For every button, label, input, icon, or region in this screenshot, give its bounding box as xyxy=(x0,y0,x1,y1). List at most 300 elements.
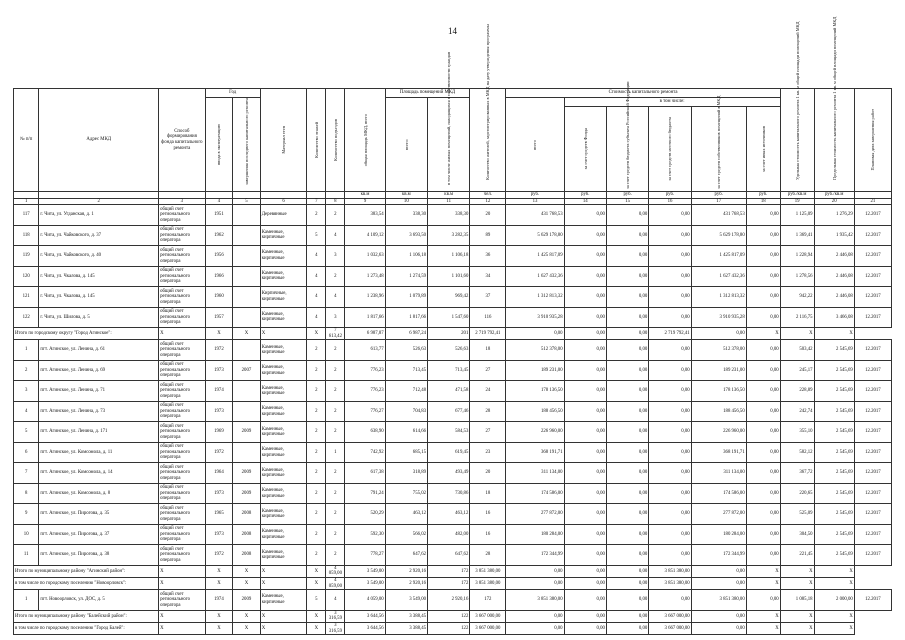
table-cell: 2 xyxy=(326,504,345,525)
column-number-cell: 11 xyxy=(428,198,470,205)
header-entrances: Количество подъездов xyxy=(332,119,338,161)
table-cell: 1 276,29 xyxy=(814,205,854,226)
table-cell: пгт. Агинское, ул. Ленина, д. 61 xyxy=(39,340,159,361)
table-cell: Каменные, кирпичные xyxy=(260,381,307,402)
table-cell: 28 xyxy=(470,545,506,566)
table-cell: 0,00 xyxy=(691,610,746,622)
table-cell: X xyxy=(205,610,233,622)
table-cell: 1973 xyxy=(205,401,233,422)
table-cell xyxy=(233,266,261,287)
unit-cell: руб. xyxy=(564,192,606,199)
table-cell: 0,00 xyxy=(506,622,564,634)
table-cell: 0,00 xyxy=(606,328,648,340)
header-walls: Материал стен xyxy=(281,126,287,154)
table-cell: 338,30 xyxy=(385,205,427,226)
table-cell: 1 274,59 xyxy=(385,266,427,287)
table-cell: 0,00 xyxy=(649,340,691,361)
table-cell: 12.2017 xyxy=(854,205,891,226)
table-cell: 1957 xyxy=(205,307,233,328)
table-cell: 1974 xyxy=(205,381,233,402)
table-cell: 2 xyxy=(307,205,326,226)
table-cell: 0,00 xyxy=(564,287,606,308)
table-cell: общий счет регионального оператора xyxy=(159,340,206,361)
table-cell: 0,00 xyxy=(746,401,780,422)
table-cell: 189 231,00 xyxy=(506,360,564,381)
column-number-cell: 6 xyxy=(260,198,307,205)
table-cell: 12.2017 xyxy=(854,360,891,381)
unit-cell: руб. xyxy=(606,192,648,199)
header-cost-total-cell xyxy=(506,98,564,192)
table-cell: 2 xyxy=(307,422,326,443)
table-cell: 0,00 xyxy=(564,205,606,226)
table-cell: пгт. Новоорловск, ул. ДОС, д. 5 xyxy=(39,590,159,611)
table-cell: 338,30 xyxy=(428,205,470,226)
table-cell: 0,00 xyxy=(606,545,648,566)
table-cell: 0,00 xyxy=(746,246,780,267)
table-cell: 172 xyxy=(428,578,470,590)
table-cell: общий счет регионального оператора xyxy=(159,266,206,287)
table-cell: X xyxy=(746,565,780,577)
unit-cell: руб./кв.м xyxy=(780,192,814,199)
table-cell: 3 851 380,00 xyxy=(649,565,691,577)
table-cell: 2 xyxy=(326,360,345,381)
table-cell: 0,00 xyxy=(606,381,648,402)
table-cell: 3 644,56 xyxy=(345,610,385,622)
subtotal-label: в том числе по городскому поселению "Город Балей": xyxy=(14,622,159,634)
table-cell: Каменные, кирпичные xyxy=(260,307,307,328)
table-cell: г. Чита, ул. Чайковского, д. 37 xyxy=(39,225,159,246)
table-cell: 4 xyxy=(14,401,39,422)
table-cell: пгт. Агинское, ул. Ленина, д. 73 xyxy=(39,401,159,422)
table-cell: 5 xyxy=(307,225,326,246)
unit-cell xyxy=(233,192,261,199)
table-cell: 20 xyxy=(470,463,506,484)
unit-cell xyxy=(326,192,345,199)
table-cell: 11 xyxy=(14,545,39,566)
table-cell: 503,42 xyxy=(780,340,814,361)
table-cell: 776,23 xyxy=(345,381,385,402)
table-cell: 1972 xyxy=(205,340,233,361)
header-cost-fund-cell xyxy=(564,107,606,192)
table-cell: 0,00 xyxy=(691,565,746,577)
table-cell: пгт. Агинское, ул. Комсомола, д. 14 xyxy=(39,463,159,484)
table-cell xyxy=(233,246,261,267)
table-cell: 1964 xyxy=(205,463,233,484)
table-cell: 3 388,45 xyxy=(385,622,427,634)
table-cell: 2 xyxy=(307,504,326,525)
table-row xyxy=(14,381,892,402)
table-cell: 7 613,42 xyxy=(326,328,345,340)
table-cell: общий счет регионального оператора xyxy=(159,225,206,246)
table-cell: 3 xyxy=(326,307,345,328)
table-cell: 2 116,75 xyxy=(780,307,814,328)
table-cell: X xyxy=(307,610,326,622)
unit-cell: кв.м xyxy=(345,192,385,199)
table-cell: 0,00 xyxy=(691,622,746,634)
table-cell: 0,00 xyxy=(606,610,648,622)
table-cell: 778,27 xyxy=(345,545,385,566)
table-cell: 0,00 xyxy=(564,422,606,443)
table-cell: г. Чита, ул. Шилова, д. 5 xyxy=(39,307,159,328)
table-cell: 2 545,69 xyxy=(814,340,854,361)
table-cell: 1 312 813,32 xyxy=(691,287,746,308)
table-cell: 482,00 xyxy=(428,524,470,545)
table-cell: 3 549,00 xyxy=(385,590,427,611)
table-cell: 1 106,18 xyxy=(428,246,470,267)
table-cell: 3 388,45 xyxy=(385,610,427,622)
table-cell: 0,00 xyxy=(746,266,780,287)
header-year-last-cell xyxy=(233,98,261,192)
table-cell: 122 xyxy=(428,622,470,634)
page-number: 14 xyxy=(448,26,457,36)
table-cell: 0,00 xyxy=(606,442,648,463)
table-cell: 2 xyxy=(326,545,345,566)
table-cell: 0,00 xyxy=(649,442,691,463)
table-cell: 245,17 xyxy=(780,360,814,381)
unit-cell xyxy=(260,192,307,199)
table-cell: 2 xyxy=(307,360,326,381)
table-cell: 178 136,50 xyxy=(506,381,564,402)
table-cell: 89 xyxy=(470,225,506,246)
table-cell: 0,00 xyxy=(606,287,648,308)
table-cell: 12.2017 xyxy=(854,463,891,484)
table-cell: 2 xyxy=(14,360,39,381)
table-cell: 942,22 xyxy=(780,287,814,308)
table-row xyxy=(14,307,892,328)
table-cell: 277 872,00 xyxy=(691,504,746,525)
table-cell: 5 629 178,80 xyxy=(691,225,746,246)
table-row xyxy=(14,422,892,443)
table-cell: Кирпичные, кирпичные xyxy=(260,287,307,308)
table-cell: X xyxy=(780,578,814,590)
table-cell: 3 851 380,00 xyxy=(649,578,691,590)
table-cell: X xyxy=(814,565,854,577)
table-cell: X xyxy=(233,565,261,577)
table-cell: 0,00 xyxy=(564,225,606,246)
table-cell: 2 xyxy=(307,340,326,361)
table-cell: 0,00 xyxy=(606,401,648,422)
table-cell: 6 987,24 xyxy=(385,328,427,340)
table-row xyxy=(14,246,892,267)
header-area-total-cell xyxy=(345,89,385,192)
table-cell: 1 627 432,36 xyxy=(691,266,746,287)
table-cell: 0,00 xyxy=(746,463,780,484)
table-cell: 180 284,00 xyxy=(691,524,746,545)
table-cell: 12.2017 xyxy=(854,287,891,308)
table-cell: 6 987,87 xyxy=(345,328,385,340)
table-cell: 1960 xyxy=(205,287,233,308)
table-cell: 2009 xyxy=(233,422,261,443)
table-cell: 592,30 xyxy=(345,524,385,545)
table-cell: 1 xyxy=(326,442,345,463)
table-cell: пгт. Агинское, ул. Ленина, д. 69 xyxy=(39,360,159,381)
table-cell: 0,00 xyxy=(564,360,606,381)
header-deadline: Плановая дата завершения работ xyxy=(870,109,876,171)
header-unit-cost: Удельная стоимость капитального ремонта 1 кв. м общей площади помещений МКД xyxy=(794,21,800,180)
table-cell: 0,00 xyxy=(649,360,691,381)
table-cell: X xyxy=(260,622,307,634)
table-cell: 0,00 xyxy=(649,545,691,566)
table-cell: 4 xyxy=(307,287,326,308)
table-cell: 0,00 xyxy=(746,590,780,611)
header-no: № п/п xyxy=(14,89,39,192)
table-cell: 1 935,42 xyxy=(814,225,854,246)
column-number-cell: 19 xyxy=(780,198,814,205)
table-cell: 1 085,18 xyxy=(780,590,814,611)
table-cell: 4 059,00 xyxy=(326,565,345,577)
table-cell: 12.2017 xyxy=(854,246,891,267)
table-cell: Каменные, кирпичные xyxy=(260,524,307,545)
table-cell: 566,02 xyxy=(385,524,427,545)
table-cell: 221,45 xyxy=(780,545,814,566)
unit-cell: руб. xyxy=(691,192,746,199)
table-cell: X xyxy=(205,328,233,340)
column-number-cell: 12 xyxy=(470,198,506,205)
table-cell: 37 xyxy=(470,287,506,308)
table-cell: 471,58 xyxy=(428,381,470,402)
table-cell: 20 xyxy=(470,205,506,226)
table-cell: Каменные, кирпичные xyxy=(260,225,307,246)
table-cell: 4 059,00 xyxy=(345,590,385,611)
table-cell: 116 xyxy=(470,307,506,328)
table-cell xyxy=(233,442,261,463)
table-cell: пгт. Агинское, ул. Пирогова, д. 35 xyxy=(39,504,159,525)
header-entrances-cell xyxy=(326,89,345,192)
table-cell: 614,66 xyxy=(385,422,427,443)
subtotal-label: в том числе по городскому поселению "Новоорловск": xyxy=(14,578,159,590)
table-cell: 0,00 xyxy=(649,524,691,545)
unit-cell: кв.м xyxy=(385,192,427,199)
table-cell: 0,00 xyxy=(606,524,648,545)
table-cell: 12.2017 xyxy=(854,504,891,525)
table-cell: 0,00 xyxy=(649,307,691,328)
table-cell: 172 xyxy=(470,590,506,611)
unit-cell: руб./кв.м xyxy=(814,192,854,199)
header-year-built: ввода в эксплуатацию xyxy=(216,124,222,165)
table-cell: 0,00 xyxy=(746,381,780,402)
table-cell: 0,00 xyxy=(506,578,564,590)
table-cell: 1965 xyxy=(205,504,233,525)
header-floors-cell xyxy=(307,89,326,192)
table-cell: общий счет регионального оператора xyxy=(159,422,206,443)
table-cell: 3 667 000,00 xyxy=(649,622,691,634)
table-cell: 3 851 380,00 xyxy=(691,590,746,611)
table-cell: 730,86 xyxy=(428,483,470,504)
column-number-cell: 14 xyxy=(564,198,606,205)
header-cost-group: Стоимость капитального ремонта xyxy=(506,89,780,98)
table-cell: 18 xyxy=(470,483,506,504)
header-area-all-cell xyxy=(385,98,427,192)
table-cell: 178 136,50 xyxy=(691,381,746,402)
table-cell xyxy=(233,381,261,402)
table-cell: 2 545,69 xyxy=(814,422,854,443)
table-cell: 1 032,63 xyxy=(345,246,385,267)
table-cell xyxy=(233,225,261,246)
table-cell: 172 344,99 xyxy=(506,545,564,566)
table-cell: 704,83 xyxy=(385,401,427,422)
column-number-cell: 3 xyxy=(159,198,206,205)
table-cell: X xyxy=(814,610,854,622)
table-cell: 2 xyxy=(326,266,345,287)
table-cell: 2 446,08 xyxy=(814,287,854,308)
header-year-built-cell xyxy=(205,98,233,192)
table-cell: 0,00 xyxy=(649,422,691,443)
table-cell: 122 xyxy=(14,307,39,328)
table-cell: 2 545,69 xyxy=(814,442,854,463)
table-cell: 1 xyxy=(14,590,39,611)
table-cell: 0,00 xyxy=(691,578,746,590)
table-cell: 4 xyxy=(326,590,345,611)
table-cell: 493,49 xyxy=(428,463,470,484)
table-cell: 3 851 380,00 xyxy=(470,578,506,590)
table-cell: 1973 xyxy=(205,483,233,504)
table-cell: X xyxy=(159,610,206,622)
table-body xyxy=(14,205,892,635)
table-cell: общий счет регионального оператора xyxy=(159,442,206,463)
table-cell: 3 316,59 xyxy=(326,622,345,634)
table-cell: 12.2017 xyxy=(854,483,891,504)
table-cell: 0,00 xyxy=(606,225,648,246)
subtotal-row xyxy=(14,622,892,634)
table-cell: общий счет регионального оператора xyxy=(159,524,206,545)
table-cell: 2 920,16 xyxy=(385,565,427,577)
table-cell: 0,00 xyxy=(564,340,606,361)
table-cell: 1 125,09 xyxy=(780,205,814,226)
table-cell: 0,00 xyxy=(606,463,648,484)
table-cell: 2 xyxy=(326,422,345,443)
table-cell: X xyxy=(260,578,307,590)
header-cost-owners: за счет средств собственников помещений в МКД xyxy=(716,95,722,189)
table-cell: 0,00 xyxy=(606,205,648,226)
subtotal-row xyxy=(14,328,892,340)
unit-cell xyxy=(39,192,159,199)
table-cell: 24 xyxy=(470,381,506,402)
table-cell: 28 xyxy=(470,401,506,422)
table-cell: 647,62 xyxy=(428,545,470,566)
table-cell: 12.2017 xyxy=(854,524,891,545)
table-cell: 2 xyxy=(326,463,345,484)
table-cell: 3 282,35 xyxy=(428,225,470,246)
table-cell: 1 101,60 xyxy=(428,266,470,287)
header-in-that: в том числе: xyxy=(564,98,780,107)
table-cell: 16 xyxy=(470,504,506,525)
table-cell: общий счет регионального оператора xyxy=(159,545,206,566)
subtotal-label: Итого по муниципальному району "Балейский район": xyxy=(14,610,159,622)
table-cell xyxy=(233,401,261,422)
table-cell: 0,00 xyxy=(649,463,691,484)
table-cell: 2 920,16 xyxy=(385,578,427,590)
table-cell: 3 xyxy=(14,381,39,402)
table-cell: 525,09 xyxy=(780,504,814,525)
table-cell: X xyxy=(260,565,307,577)
table-row xyxy=(14,545,892,566)
table-cell: 1 547,60 xyxy=(428,307,470,328)
table-cell: 12.2017 xyxy=(854,442,891,463)
table-cell: 2008 xyxy=(233,504,261,525)
table-cell: общий счет регионального оператора xyxy=(159,401,206,422)
table-cell: 0,00 xyxy=(606,246,648,267)
table-cell: 311 134,00 xyxy=(691,463,746,484)
header-area-resid-cell xyxy=(428,51,470,192)
table-cell: 2 xyxy=(307,524,326,545)
header-cost-other-cell xyxy=(746,107,780,192)
table-cell: 2009 xyxy=(233,590,261,611)
table-cell: 0,00 xyxy=(746,422,780,443)
table-cell: 1 369,41 xyxy=(780,225,814,246)
table-cell: 0,00 xyxy=(564,610,606,622)
table-cell: X xyxy=(159,328,206,340)
table-cell: 368 191,71 xyxy=(506,442,564,463)
table-cell: 0,00 xyxy=(564,504,606,525)
table-cell: 34 xyxy=(470,266,506,287)
table-cell: 2 xyxy=(326,401,345,422)
table-cell: 0,00 xyxy=(746,524,780,545)
table-cell: X xyxy=(746,610,780,622)
table-cell: 2 446,08 xyxy=(814,266,854,287)
capital-repair-table xyxy=(13,16,892,635)
table-cell: X xyxy=(233,610,261,622)
table-cell: 969,42 xyxy=(428,287,470,308)
table-cell: 0,00 xyxy=(564,381,606,402)
table-cell: 0,00 xyxy=(649,205,691,226)
table-cell: 1969 xyxy=(205,422,233,443)
header-limit-cost-cell xyxy=(814,16,854,192)
table-cell: X xyxy=(260,610,307,622)
table-cell: 3 549,00 xyxy=(345,565,385,577)
table-row xyxy=(14,442,892,463)
table-cell: 2 xyxy=(326,524,345,545)
table-cell: 2 xyxy=(326,483,345,504)
table-cell: 0,00 xyxy=(746,225,780,246)
table-cell: 2 xyxy=(326,340,345,361)
table-cell: 713,45 xyxy=(385,360,427,381)
table-cell: 0,00 xyxy=(691,328,746,340)
header-deadline-cell xyxy=(854,89,891,192)
unit-cell: кв.м xyxy=(428,192,470,199)
table-cell: 431 768,53 xyxy=(506,205,564,226)
table-cell: 2 xyxy=(307,442,326,463)
table-cell: 5 629 178,80 xyxy=(506,225,564,246)
table-cell: 0,00 xyxy=(564,590,606,611)
table-cell: 0,00 xyxy=(606,266,648,287)
table-cell: 0,00 xyxy=(564,246,606,267)
unit-cell xyxy=(854,192,891,199)
table-cell: 713,45 xyxy=(428,360,470,381)
table-cell xyxy=(233,287,261,308)
table-cell: 0,00 xyxy=(506,610,564,622)
table-cell: 220,65 xyxy=(780,483,814,504)
table-cell: 0,00 xyxy=(649,225,691,246)
table-cell: 7 xyxy=(14,463,39,484)
table-cell: 0,00 xyxy=(606,340,648,361)
table-cell: 226 960,00 xyxy=(506,422,564,443)
table-cell: 1973 xyxy=(205,524,233,545)
table-cell: 0,00 xyxy=(606,578,648,590)
table-cell: 1 273,48 xyxy=(345,266,385,287)
table-cell: 776,23 xyxy=(345,360,385,381)
table-cell: 12.2017 xyxy=(854,266,891,287)
table-cell: 1972 xyxy=(205,545,233,566)
table-cell: Каменные, кирпичные xyxy=(260,545,307,566)
table-cell: 3 316,59 xyxy=(326,610,345,622)
table-cell: общий счет регионального оператора xyxy=(159,381,206,402)
table-row xyxy=(14,287,892,308)
table-cell: 174 586,00 xyxy=(691,483,746,504)
header-area-total: общая площадь МКД, всего xyxy=(362,113,368,167)
table-cell: 677,46 xyxy=(428,401,470,422)
table-cell: 3 644,56 xyxy=(345,622,385,634)
subtotal-row xyxy=(14,578,892,590)
